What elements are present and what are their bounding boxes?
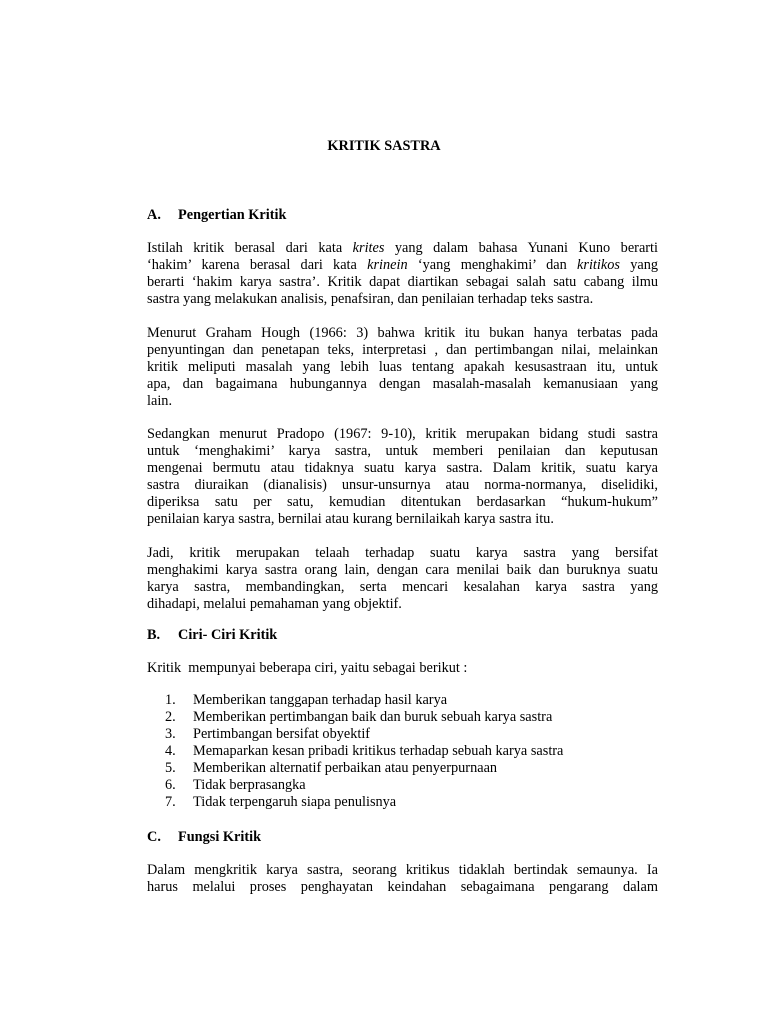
paragraph-line: Menurut Graham Hough (1966: 3) bahwa kritik itu bukan hanya terbatas pada: [147, 325, 658, 341]
section-heading-a: [147, 207, 286, 224]
paragraph-line: sastra diuraikan (dianalisis) unsur-unsurnya atau norma-normanya, diselidiki,: [147, 477, 658, 493]
paragraph-line: Sedangkan menurut Pradopo (1967: 9-10), kritik merupakan bidang studi sastra: [147, 426, 658, 442]
paragraph-a2: [147, 325, 658, 410]
section-number: C.: [147, 829, 161, 845]
list-item: 6. Tidak berprasangka: [165, 777, 306, 793]
paragraph-a3: [147, 426, 658, 528]
paragraph-line: dihadapi, melalui pemahaman yang objektif.: [147, 596, 402, 612]
paragraph-b-intro: [147, 660, 658, 677]
list-item: 5. Memberikan alternatif perbaikan atau penyerpurnaan: [165, 760, 498, 776]
section-heading-b: [147, 627, 277, 644]
paragraph-line: berarti ‘hakim karya sastra’. Kritik dapat diartikan sebagai salah satu cabang ilmu: [147, 274, 658, 290]
paragraph-line: penyuntingan dan penetapan teks, interpretasi , dan pertimbangan nilai, melainkan: [147, 342, 658, 358]
paragraph-line: menghakimi karya sastra orang lain, dengan cara menilai baik dan buruknya suatu: [147, 562, 658, 578]
paragraph-line: harus melalui proses penghayatan keindahan sebagaimana pengarang dalam: [147, 879, 658, 895]
section-number: A.: [147, 207, 161, 223]
list-item: 2. Memberikan pertimbangan baik dan buruk sebuah karya sastra: [165, 709, 553, 725]
paragraph-line: kritik meliputi masalah yang lebih luas tentang apakah kesusastraan itu, untuk: [147, 359, 658, 375]
paragraph-line: untuk ‘menghakimi’ karya sastra, untuk memberi penilaian dan keputusan: [147, 443, 658, 459]
paragraph-line: karya sastra, membandingkan, serta mencari kesalahan karya sastra yang: [147, 579, 658, 595]
paragraph-line: mengenai bermutu atau tidaknya suatu karya sastra. Dalam kritik, suatu karya: [147, 460, 658, 476]
paragraph-line: lain.: [147, 393, 173, 409]
list-item: 1. Memberikan tanggapan terhadap hasil karya: [165, 692, 448, 708]
section-number: B.: [147, 627, 161, 643]
list-item: 3. Pertimbangan bersifat obyektif: [165, 726, 371, 742]
paragraph-c1: [147, 862, 658, 896]
paragraph-line: diperiksa satu per satu, kemudian ditentukan berdasarkan “hukum-hukum”: [147, 494, 658, 510]
paragraph-line: Jadi, kritik merupakan telaah terhadap suatu karya sastra yang bersifat: [147, 545, 658, 561]
page-title: KRITIK SASTRA: [327, 138, 441, 154]
italic-term: krites: [352, 240, 385, 256]
list-item: 4. Memaparkan kesan pribadi kritikus terhadap sebuah karya sastra: [165, 743, 564, 759]
paragraph-line: sastra yang melakukan analisis, penafsiran, dan penilaian terhadap teks sastra.: [147, 291, 594, 307]
paragraph-line: apa, dan bagaimana hubungannya dengan masalah-masalah kemanusiaan yang: [147, 376, 658, 392]
paragraph-line: ‘hakim’ karena berasal dari kata krinein ‘yang menghakimi’ dan kritikos yang: [147, 257, 658, 273]
section-title: Pengertian Kritik: [178, 207, 287, 223]
italic-term: krinein: [367, 257, 408, 273]
section-title: Ciri- Ciri Kritik: [178, 627, 278, 643]
section-title: Fungsi Kritik: [178, 829, 262, 845]
paragraph-line: Dalam mengkritik karya sastra, seorang kritikus tidaklah bertindak semaunya. Ia: [147, 862, 658, 878]
section-heading-c: [147, 829, 261, 846]
criteria-list: [165, 692, 563, 811]
paragraph-a1: [147, 240, 658, 308]
paragraph-a4: [147, 545, 658, 613]
list-item: 7. Tidak terpengaruh siapa penulisnya: [165, 794, 397, 810]
paragraph-line: Kritik mempunyai beberapa ciri, yaitu sebagai berikut :: [147, 660, 468, 676]
paragraph-line: penilaian karya sastra, bernilai atau kurang bernilaikah karya sastra itu.: [147, 511, 554, 527]
paragraph-line: Istilah kritik berasal dari kata krites yang dalam bahasa Yunani Kuno berarti: [147, 240, 658, 256]
italic-term: kritikos: [577, 257, 620, 273]
